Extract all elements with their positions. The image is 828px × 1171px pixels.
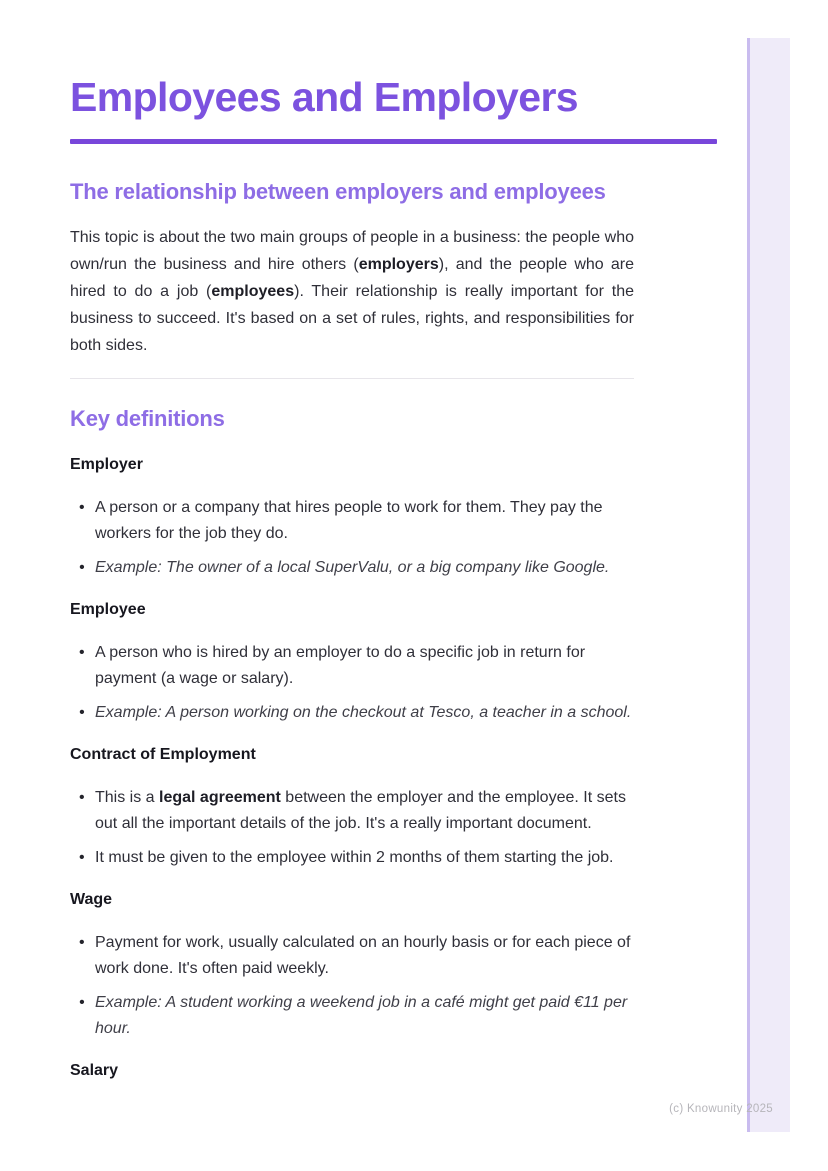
bullet-text: This is a [95, 789, 160, 806]
bullet-item [70, 785, 634, 837]
bullet-text: between the employer and the employee. It sets out all the important details of the job. It's a really important document. [95, 789, 626, 832]
intro-text-segment: ), and the people who are hired to do a job ( [70, 256, 634, 300]
example-item [70, 555, 634, 581]
term-contract-of-employment: Contract of Employment [70, 746, 256, 763]
page-edge-decoration [747, 38, 790, 1132]
title-rule [70, 139, 717, 144]
section-divider [70, 378, 634, 379]
bullet-text: Example: The owner of a local SuperValu, or a big company like Google. [95, 559, 610, 576]
example-item [70, 700, 634, 726]
intro-paragraph [70, 224, 634, 359]
bullet-item [70, 930, 634, 982]
term-employee: Employee [70, 601, 146, 618]
bullet-item [70, 495, 634, 547]
bullet-bold-legal-agreement: legal agreement [159, 789, 281, 806]
bullet-list-employer [70, 495, 634, 581]
example-item [70, 990, 634, 1042]
bullet-text: A person who is hired by an employer to do a specific job in return for payment (a wage or salary). [95, 644, 586, 687]
section-heading-relationship: The relationship between employers and employees [70, 179, 606, 204]
intro-text-segment: ). Their relationship is really important for the business to succeed. It's based on a set of rules, rights, and responsibilities for both sides. [70, 283, 634, 354]
intro-bold-employers: employers [358, 256, 439, 273]
document-page [70, 0, 634, 1080]
term-wage: Wage [70, 891, 113, 908]
bullet-list-contract [70, 785, 634, 871]
page-title: Employees and Employers [70, 74, 579, 120]
term-salary: Salary [70, 1062, 119, 1079]
copyright-footer: (c) Knowunity 2025 [669, 1103, 773, 1115]
bullet-text: Payment for work, usually calculated on an hourly basis or for each piece of work done. It's often paid weekly. [95, 934, 631, 977]
intro-bold-employees: employees [211, 283, 295, 300]
bullet-list-employee [70, 640, 634, 726]
bullet-text: It must be given to the employee within 2 months of them starting the job. [95, 849, 614, 866]
section-heading-key-definitions: Key definitions [70, 406, 225, 431]
bullet-text: Example: A student working a weekend job in a café might get paid €11 per hour. [95, 994, 628, 1037]
bullet-item [70, 640, 634, 692]
term-employer: Employer [70, 456, 143, 473]
bullet-text: A person or a company that hires people to work for them. They pay the workers for the job they do. [95, 499, 603, 542]
intro-text-segment: This topic is about the two main groups of people in a business: the people who own/run the business and hire others ( [70, 229, 634, 273]
bullet-item [70, 845, 634, 871]
bullet-text: Example: A person working on the checkout at Tesco, a teacher in a school. [95, 704, 632, 721]
bullet-list-wage [70, 930, 634, 1042]
